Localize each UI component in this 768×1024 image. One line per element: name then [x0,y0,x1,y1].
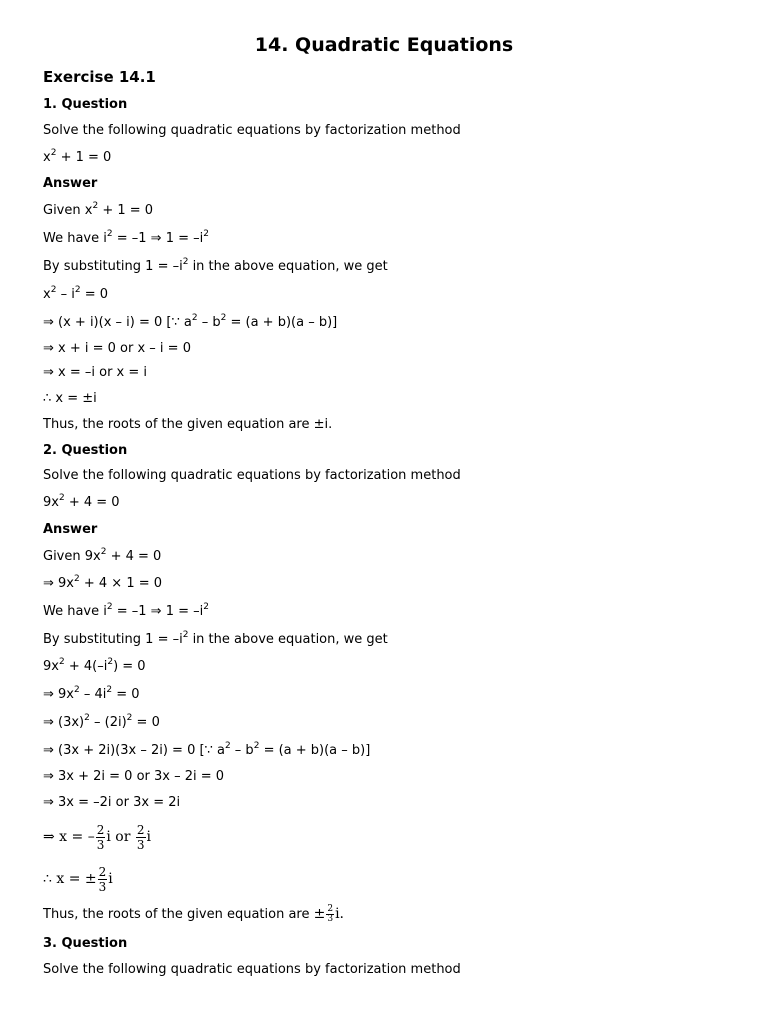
q2-step-12: ∴ x = ± $\frac{2}{3}$ i [43,864,113,894]
q2-step-2: ⇒ $9x^2 + 4 \times 1 = 0$ [43,574,163,591]
q1-step-5: ⇒ (x + i)(x – i) = 0 [∵ $a^2 - b^2 = (a + b)(a - b)$] [43,313,338,330]
q2-step-5: $9x^2 + 4(-i^2) = 0$ [43,657,146,674]
q2-step-1: Given $9x^2 + 4 = 0$ [43,547,162,564]
fraction: $\frac{2}{3}$ [98,864,107,894]
q3-heading: 3. Question [43,936,128,951]
q1-step-8: ∴ x = ±i [43,391,97,406]
q3-prompt: Solve the following quadratic equations by factorization method [43,962,461,977]
q1-heading: 1. Question [43,97,128,112]
q2-equation: $9x^2 + 4 = 0$ [43,493,120,510]
q1-answer-label: Answer [43,176,98,191]
fraction: $\frac{2}{3}$ [136,822,145,852]
q1-equation: $x^2 + 1 = 0$ [43,148,112,165]
q2-step-7: ⇒ $(3x)^2 - (2i)^2 = 0$ [43,713,160,730]
q2-step-4: By substituting $1 = -i^2$ in the above equation, we get [43,630,388,647]
q1-step-7: ⇒ x = –i or x = i [43,365,148,380]
q2-heading: 2. Question [43,443,128,458]
q1-step-1: Given $x^2 + 1 = 0$ [43,201,154,218]
fraction: $\frac{2}{3}$ [327,904,334,924]
q2-answer-label: Answer [43,522,98,537]
q1-step-2: We have $i^2 = -1$ ⇒ $1 = -i^2$ [43,229,209,246]
q1-step-3: By substituting $1 = -i^2$ in the above equation, we get [43,257,388,274]
q1-conclusion: Thus, the roots of the given equation are ±i. [43,417,333,432]
q2-step-3: We have $i^2 = -1$ ⇒ $1 = -i^2$ [43,602,209,619]
q2-step-9: ⇒ 3x + 2i = 0 or 3x – 2i = 0 [43,769,225,784]
q1-prompt: Solve the following quadratic equations by factorization method [43,123,461,138]
q1-step-6: ⇒ x + i = 0 or x – i = 0 [43,341,191,356]
q2-step-11: ⇒ x = – $\frac{2}{3}$ i or $\frac{2}{3}$ i [43,822,151,852]
exercise-heading: Exercise 14.1 [43,68,156,86]
q2-prompt: Solve the following quadratic equations by factorization method [43,468,461,483]
q2-step-10: ⇒ 3x = –2i or 3x = 2i [43,795,181,810]
q2-conclusion: Thus, the roots of the given equation are ± $\frac{2}{3}$ i. [43,904,345,924]
fraction: $\frac{2}{3}$ [96,822,105,852]
q1-step-4: $x^2 - i^2 = 0$ [43,285,108,302]
page-title: 14. Quadratic Equations [254,34,514,56]
q2-step-6: ⇒ $9x^2 - 4i^2 = 0$ [43,685,140,702]
q2-step-8: ⇒ (3x + 2i)(3x – 2i) = 0 [∵ $a^2 - b^2 = (a + b)(a - b)$] [43,741,371,758]
